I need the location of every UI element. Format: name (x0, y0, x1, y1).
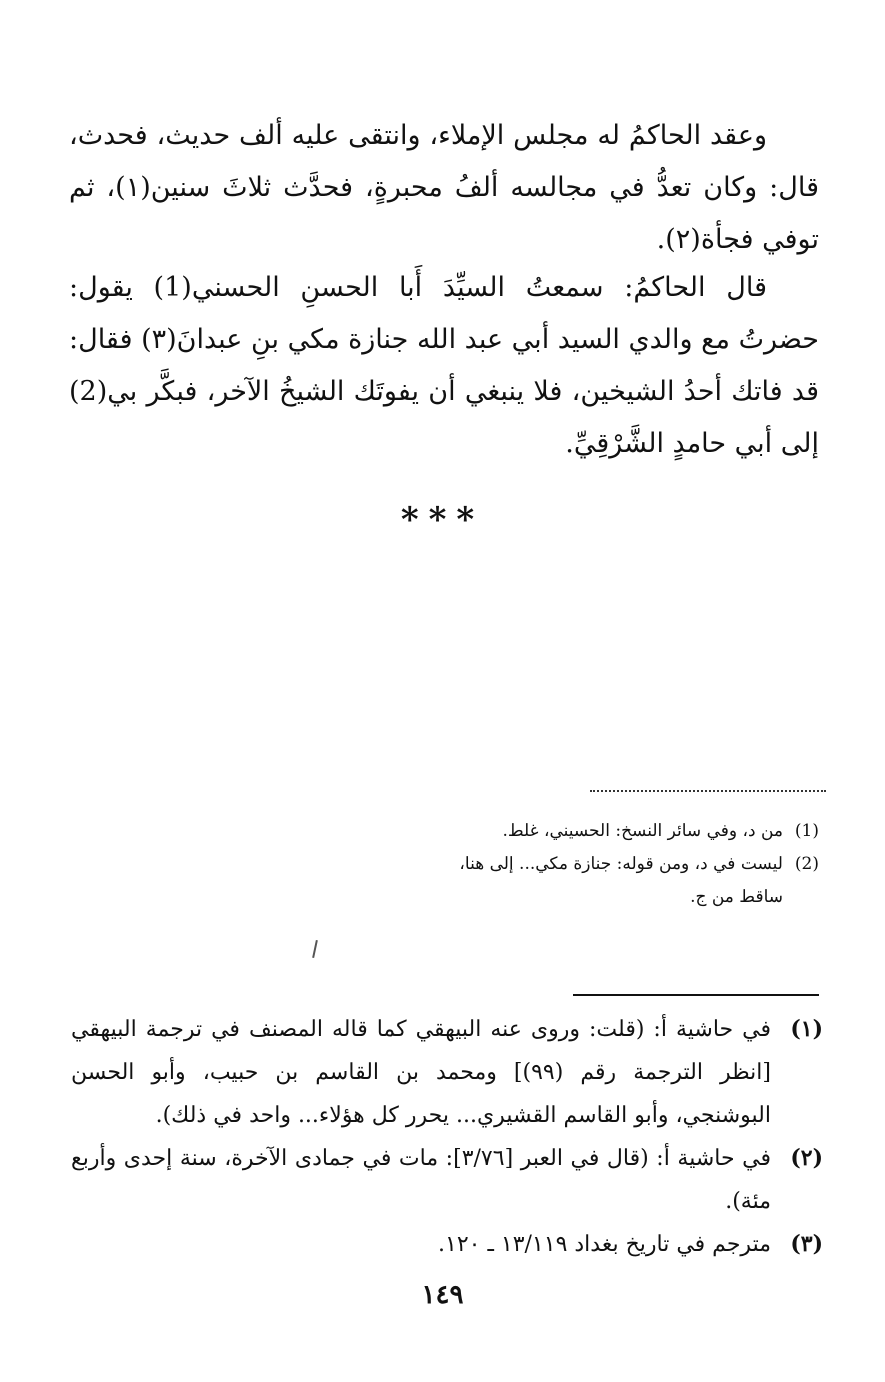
inner-note-text: من د، وفي سائر النسخ: الحسيني، غلط. (502, 821, 783, 841)
footnote-3 (71, 1223, 823, 1266)
section-separator: *** (400, 500, 485, 540)
footnote-1 (71, 1008, 823, 1137)
footnote-number: (١) (790, 1016, 823, 1042)
inner-note-number: (2) (794, 854, 819, 874)
footnote-text: في حاشية أ: (قال في العبر [٣/٧٦]: مات في جمادى الآخرة، سنة إحدى وأربع مئة). (71, 1146, 771, 1214)
inner-note-text: ليست في د، ومن قوله: جنازة مكي... إلى هنا، ساقط من ج. (459, 854, 783, 907)
inner-notes (419, 815, 819, 914)
inner-note-2 (419, 848, 819, 914)
footnote-number: (٣) (790, 1231, 823, 1257)
inner-note-number: (1) (794, 821, 819, 841)
footnote-text: في حاشية أ: (قلت: وروى عنه البيهقي كما قاله المصنف في ترجمة البيهقي [انظر الترجمة رقم (٩٩)] ومحمد بن القاسم بن حبيب، وأبو الحسن البوشنجي، وأبو القاسم القشيري... يحرر كل هؤلاء... واحد في ذلك). (71, 1017, 771, 1128)
footnote-text: مترجم في تاريخ بغداد ١٣/١١٩ ـ ١٢٠. (438, 1232, 771, 1257)
footnote-rule (573, 994, 819, 996)
stray-mark (312, 940, 318, 958)
inner-note-1 (419, 815, 819, 848)
page-number: ١٤٩ (421, 1280, 464, 1310)
body-paragraph-1: وعقد الحاكمُ له مجلس الإملاء، وانتقى عليه ألف حديث، فحدث، قال: وكان تعدُّ في مجالسه ألفُ محبرةٍ، فحدَّث ثلاثَ سنين(١)، ثم توفي فجأة(٢). (69, 120, 819, 255)
body-paragraph-2: قال الحاكمُ: سمعتُ السيِّدَ أَبا الحسنِ الحسني(1) يقول: حضرتُ مع والدي السيد أبي عبد الله جنازة مكي بنِ عبدانَ(٣) فقال: قد فاتك أحدُ الشيخين، فلا ينبغي أن يفوتَك الشيخُ الآخر، فبكَّر بي(2) إلى أبي حامدٍ الشَّرْقِيِّ. (68, 272, 819, 459)
footnote-number: (٢) (790, 1145, 823, 1171)
footnotes (71, 1008, 823, 1266)
footnote-2 (71, 1137, 823, 1223)
dotted-divider (590, 790, 826, 798)
